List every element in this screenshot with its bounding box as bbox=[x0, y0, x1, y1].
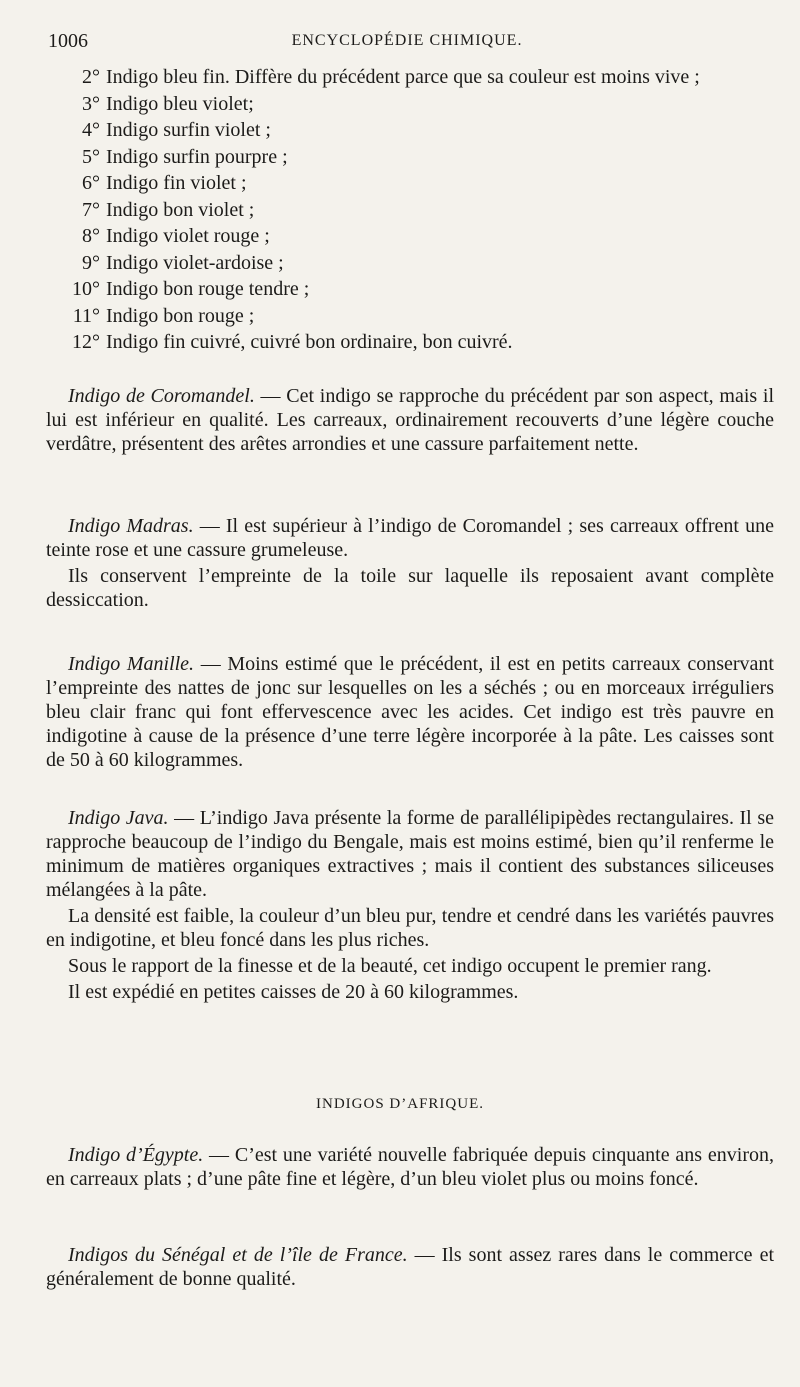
list-item-text: Indigo bleu fin. Diffère du précédent parce que sa couleur est moins vive ; bbox=[106, 66, 700, 88]
indigo-grades-list bbox=[48, 64, 788, 356]
paragraph bbox=[46, 806, 774, 902]
list-item bbox=[48, 197, 788, 224]
entry-text: — Moins estimé que le précédent, il est en petits carreaux conservant l’empreinte des nattes de jonc sur lesquelles on les a séchés ; ou en morceaux irréguliers bleu clair franc qui font effervescence avec les acides. Cet indigo est très pauvre en indigotine à cause de la présence d’une terre légère incorporée à la pâte. Les caisses sont de 50 à 60 kilogrammes. bbox=[46, 653, 774, 771]
list-item-number: 3° bbox=[82, 92, 100, 115]
paragraph-senegal bbox=[46, 1243, 774, 1291]
list-item bbox=[48, 250, 788, 277]
list-item-text: Indigo violet-ardoise ; bbox=[106, 251, 284, 274]
list-item-number: 10° bbox=[72, 278, 100, 300]
paragraph-madras bbox=[46, 514, 774, 612]
list-item-number: 2° bbox=[82, 66, 100, 88]
list-item-text: Indigo bon violet ; bbox=[106, 198, 255, 221]
entry-text: — L’indigo Java présente la forme de parallélipipèdes rectangulaires. Il se rapproche beaucoup de l’indigo du Bengale, mais est moins estimé, bien qu’il renferme le minimum de matières organiques extractives ; mais il contient des substances siliceuses mélangées à la pâte. bbox=[46, 807, 774, 901]
list-item-number: 11° bbox=[72, 304, 100, 327]
list-item bbox=[48, 223, 788, 250]
paragraph bbox=[46, 384, 774, 456]
list-item-text: Indigo surfin pourpre ; bbox=[106, 145, 288, 168]
paragraph bbox=[46, 652, 774, 772]
list-item-number: 7° bbox=[82, 198, 100, 221]
paragraph: Il est expédié en petites caisses de 20 à 60 kilogrammes. bbox=[68, 981, 519, 1003]
paragraph-manille bbox=[46, 652, 774, 772]
section-title: INDIGOS D’AFRIQUE. bbox=[316, 1096, 484, 1112]
paragraph: Sous le rapport de la finesse et de la beauté, cet indigo occupent le premier rang. bbox=[68, 955, 712, 977]
entry-text: — C’est une variété nouvelle fabriquée depuis cinquante ans environ, en carreaux plats ; d’une pâte fine et légère, d’un bleu violet plus ou moins foncé. bbox=[46, 1144, 775, 1190]
paragraph: La densité est faible, la couleur d’un bleu pur, tendre et cendré dans les variétés pauvres en indigotine, et bleu foncé dans les plus riches. bbox=[46, 905, 774, 951]
list-item-text: Indigo fin violet ; bbox=[106, 172, 247, 194]
paragraph-egypte bbox=[46, 1143, 774, 1191]
list-item bbox=[48, 144, 788, 171]
list-item bbox=[48, 276, 788, 303]
list-item-number: 12° bbox=[72, 331, 100, 353]
list-item-text: Indigo bon rouge tendre ; bbox=[106, 278, 310, 300]
entry-heading: Indigo Madras. bbox=[68, 515, 194, 537]
paragraph bbox=[46, 1143, 774, 1191]
paragraph bbox=[46, 1243, 774, 1291]
page-number: 1006 bbox=[48, 30, 88, 52]
list-item-number: 4° bbox=[82, 119, 100, 141]
list-item-text: Indigo violet rouge ; bbox=[106, 225, 270, 247]
entry-text: — Cet indigo se rapproche du précédent par son aspect, mais il lui est inférieur en qualité. Les carreaux, ordinairement recouverts d’une légère couche verdâtre, présentent des arêtes arrondies et une cassure parfaitement nette. bbox=[46, 385, 775, 455]
list-item bbox=[48, 91, 788, 118]
paragraph bbox=[46, 514, 774, 562]
page-header bbox=[48, 30, 766, 58]
list-item-text: Indigo fin cuivré, cuivré bon ordinaire, bon cuivré. bbox=[106, 331, 513, 353]
list-item bbox=[48, 170, 788, 197]
entry-heading: Indigo d’Égypte. bbox=[68, 1144, 204, 1166]
entry-heading: Indigo Manille. bbox=[68, 653, 195, 675]
list-item-number: 8° bbox=[82, 225, 100, 247]
list-item-text: Indigo surfin violet ; bbox=[106, 119, 271, 141]
entry-heading: Indigo Java. bbox=[68, 807, 169, 829]
paragraph: Ils conservent l’empreinte de la toile sur laquelle ils reposaient avant complète dessiccation. bbox=[46, 565, 774, 611]
entry-heading: Indigo de Coromandel. bbox=[68, 385, 255, 407]
list-item-text: Indigo bon rouge ; bbox=[106, 304, 255, 327]
entry-text: — Ils sont assez rares dans le commerce et généralement de bonne qualité. bbox=[46, 1244, 774, 1290]
list-item-text: Indigo bleu violet; bbox=[106, 92, 254, 115]
paragraph-java bbox=[46, 806, 774, 1004]
list-item bbox=[48, 329, 788, 356]
running-title: ENCYCLOPÉDIE CHIMIQUE. bbox=[291, 32, 523, 49]
list-item bbox=[48, 64, 788, 91]
entry-heading: Indigos du Sénégal et de l’île de France. bbox=[68, 1244, 408, 1266]
entry-text: — Il est supérieur à l’indigo de Coromandel ; ses carreaux offrent une teinte rose et une cassure grumeleuse. bbox=[46, 515, 774, 561]
list-item-number: 5° bbox=[82, 145, 100, 168]
list-item-number: 6° bbox=[82, 172, 100, 194]
list-item bbox=[48, 303, 788, 330]
paragraph-coromandel bbox=[46, 384, 774, 456]
list-item bbox=[48, 117, 788, 144]
list-item-number: 9° bbox=[82, 251, 100, 274]
